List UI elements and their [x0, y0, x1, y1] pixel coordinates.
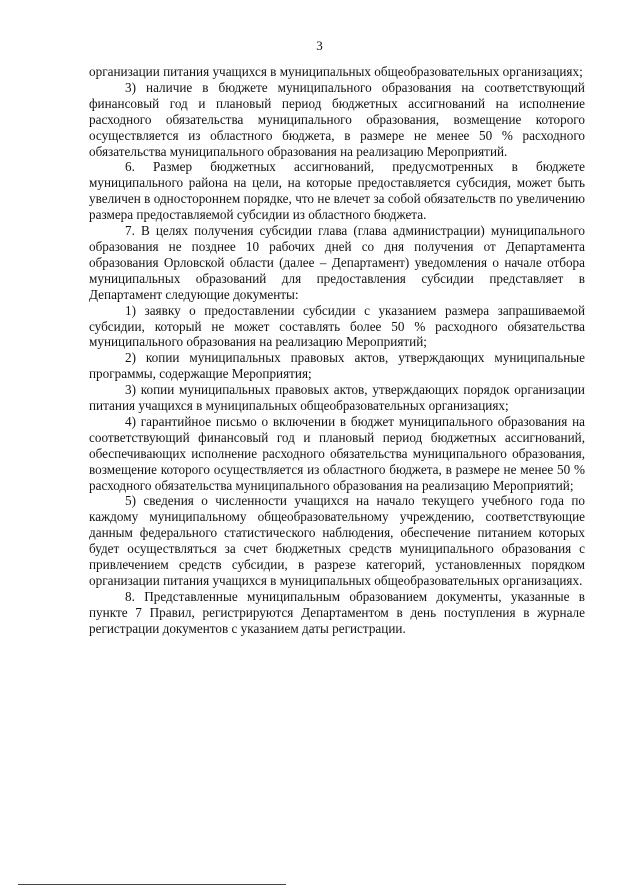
- paragraph-6: 6. Размер бюджетных ассигнований, предусмотренных в бюджете муниципального района на цели, на которые предоставляется субсидия, может быть увеличен в одностороннем порядке, что не влечет за собой обязательств по увеличению размера предоставляемой субсидии из областного бюджета.: [89, 159, 585, 223]
- paragraph-8: 8. Представленные муниципальным образованием документы, указанные в пункте 7 Правил, регистрируются Департаментом в день поступления в журнале регистрации документов с указанием даты регистрации.: [89, 588, 585, 636]
- paragraph-continuation: организации питания учащихся в муниципальных общеобразовательных организациях;: [89, 64, 583, 79]
- list-item-1: 1) заявку о предоставлении субсидии с указанием размера запрашиваемой субсидии, который не может составлять более 50 % расходного обязательства муниципального образования на реализацию Мероприятий;: [89, 302, 585, 350]
- footer-rule: [18, 884, 286, 885]
- paragraph-7: 7. В целях получения субсидии глава (глава администрации) муниципального образования не позднее 10 рабочих дней со дня получения от Департамента образования Орловской области (далее – Департамент) уведомления о начале отбора муниципальных образований для предоставления субсидии представляет в Департамент следующие документы:: [89, 223, 585, 302]
- list-item-5: 5) сведения о численности учащихся на начало текущего учебного года по каждому муниципальному общеобразовательному учреждению, соответствующие данным федерального статистического наблюдения, обеспечение питанием которых будет осуществляться за счет бюджетных средств муниципального образования с привлечением средств субсидии, в разрезе категорий, установленных порядком организации питания учащихся в муниципальных общеобразовательных организациях.: [89, 493, 585, 588]
- list-item-2: 2) копии муниципальных правовых актов, утверждающих муниципальные программы, содержащие Мероприятия;: [89, 350, 585, 382]
- page-number: 3: [316, 38, 323, 53]
- paragraph-item-3-budget: 3) наличие в бюджете муниципального образования на соответствующий финансовый год и плановый период бюджетных ассигнований на исполнение расходного обязательства муниципального образования, возмещение которого осуществляется из областного бюджета, в размере не менее 50 % расходного обязательства муниципального образования на реализацию Мероприятий.: [89, 79, 585, 159]
- document-body: [89, 64, 585, 637]
- list-item-3: 3) копии муниципальных правовых актов, утверждающих порядок организации питания учащихся в муниципальных общеобразовательных организациях;: [89, 382, 585, 414]
- list-item-4: 4) гарантийное письмо о включении в бюджет муниципального образования на соответствующий финансовый год и плановый период бюджетных ассигнований, обеспечивающих исполнение расходного обязательства муниципального образования, возмещение которого осуществляется из областного бюджета, в размере не менее 50 % расходного обязательства муниципального образования на реализацию Мероприятий;: [89, 413, 585, 493]
